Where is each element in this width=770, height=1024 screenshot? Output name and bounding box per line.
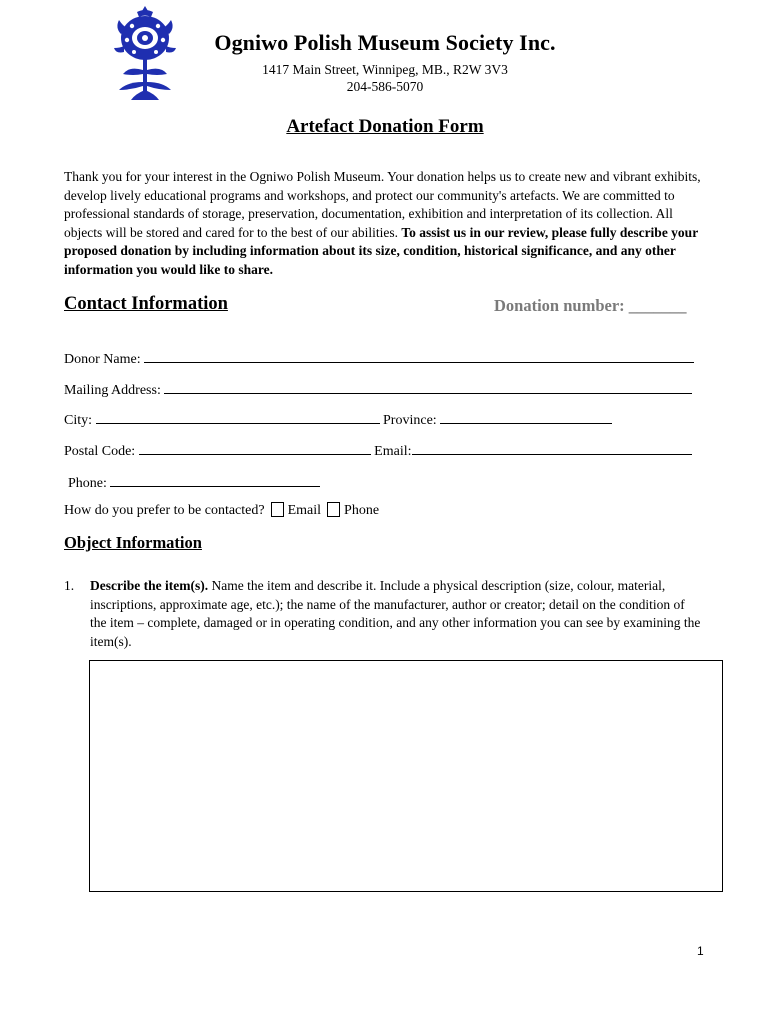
phone-label: Phone:: [68, 476, 111, 491]
page-number: 1: [697, 944, 704, 958]
org-contact-block: [160, 61, 610, 95]
mailing-address-row: [64, 379, 692, 399]
phone-row: [68, 472, 320, 492]
intro-paragraph: [64, 168, 714, 279]
question-1-text: Name the item and describe it. Include a physical description (size, colour, material, inscriptions, approximate age, etc.); the name of the manufacturer, author or creator; detail on the condition of the item – complete, damaged or in operating condition, and any other information you can see by examining the item(s).: [90, 578, 701, 649]
city-province-row: [64, 409, 612, 429]
item-description-box[interactable]: [89, 660, 723, 892]
province-label: Province:: [379, 413, 441, 428]
email-label: Email:: [370, 444, 412, 459]
intro-text: Thank you for your interest in the Ogniwo Polish Museum. Your donation helps us to create new and vibrant exhibits, develop lively educational programs and workshops, and protect our community's artefacts. We are committed to professional standards of storage, preservation, documentation, exhibition and interpretation of its collection. All objects will be stored and cared for to the best of our abilities.: [64, 169, 701, 240]
question-1-title: Describe the item(s).: [90, 578, 209, 593]
city-label: City:: [64, 413, 96, 428]
mailing-address-field[interactable]: [164, 379, 692, 394]
phone-checkbox[interactable]: [327, 502, 340, 517]
donor-name-field[interactable]: [144, 348, 694, 363]
email-field[interactable]: [412, 440, 692, 455]
phone-field[interactable]: [110, 472, 320, 487]
question-1: [64, 577, 704, 651]
mailing-address-label: Mailing Address:: [64, 383, 165, 398]
org-name: Ogniwo Polish Museum Society Inc.: [214, 30, 556, 55]
province-field[interactable]: [440, 409, 612, 424]
contact-preference-row: [64, 502, 379, 519]
postal-code-label: Postal Code:: [64, 444, 139, 459]
contact-heading: Contact Information: [64, 294, 228, 314]
donor-name-label: Donor Name:: [64, 352, 145, 367]
donor-name-row: [64, 348, 694, 368]
org-phone: 204-586-5070: [346, 79, 424, 94]
email-option-label: Email: [287, 503, 322, 518]
postal-code-field[interactable]: [139, 440, 371, 455]
form-title: Artefact Donation Form: [286, 116, 484, 137]
postal-email-row: [64, 440, 692, 460]
intro-bold-text: To assist us in our review, please fully describe your proposed donation by including information about its size, condition, historical significance, and any other information you would like to share.: [64, 224, 698, 277]
donation-number: Donation number: _______: [494, 296, 687, 315]
question-1-number: 1.: [64, 578, 75, 593]
city-field[interactable]: [96, 409, 380, 424]
org-address: 1417 Main Street, Winnipeg, MB., R2W 3V3: [262, 62, 508, 77]
contact-pref-label: How do you prefer to be contacted?: [64, 503, 265, 518]
object-heading: Object Information: [64, 533, 202, 552]
email-checkbox[interactable]: [271, 502, 284, 517]
phone-option-label: Phone: [344, 503, 380, 518]
